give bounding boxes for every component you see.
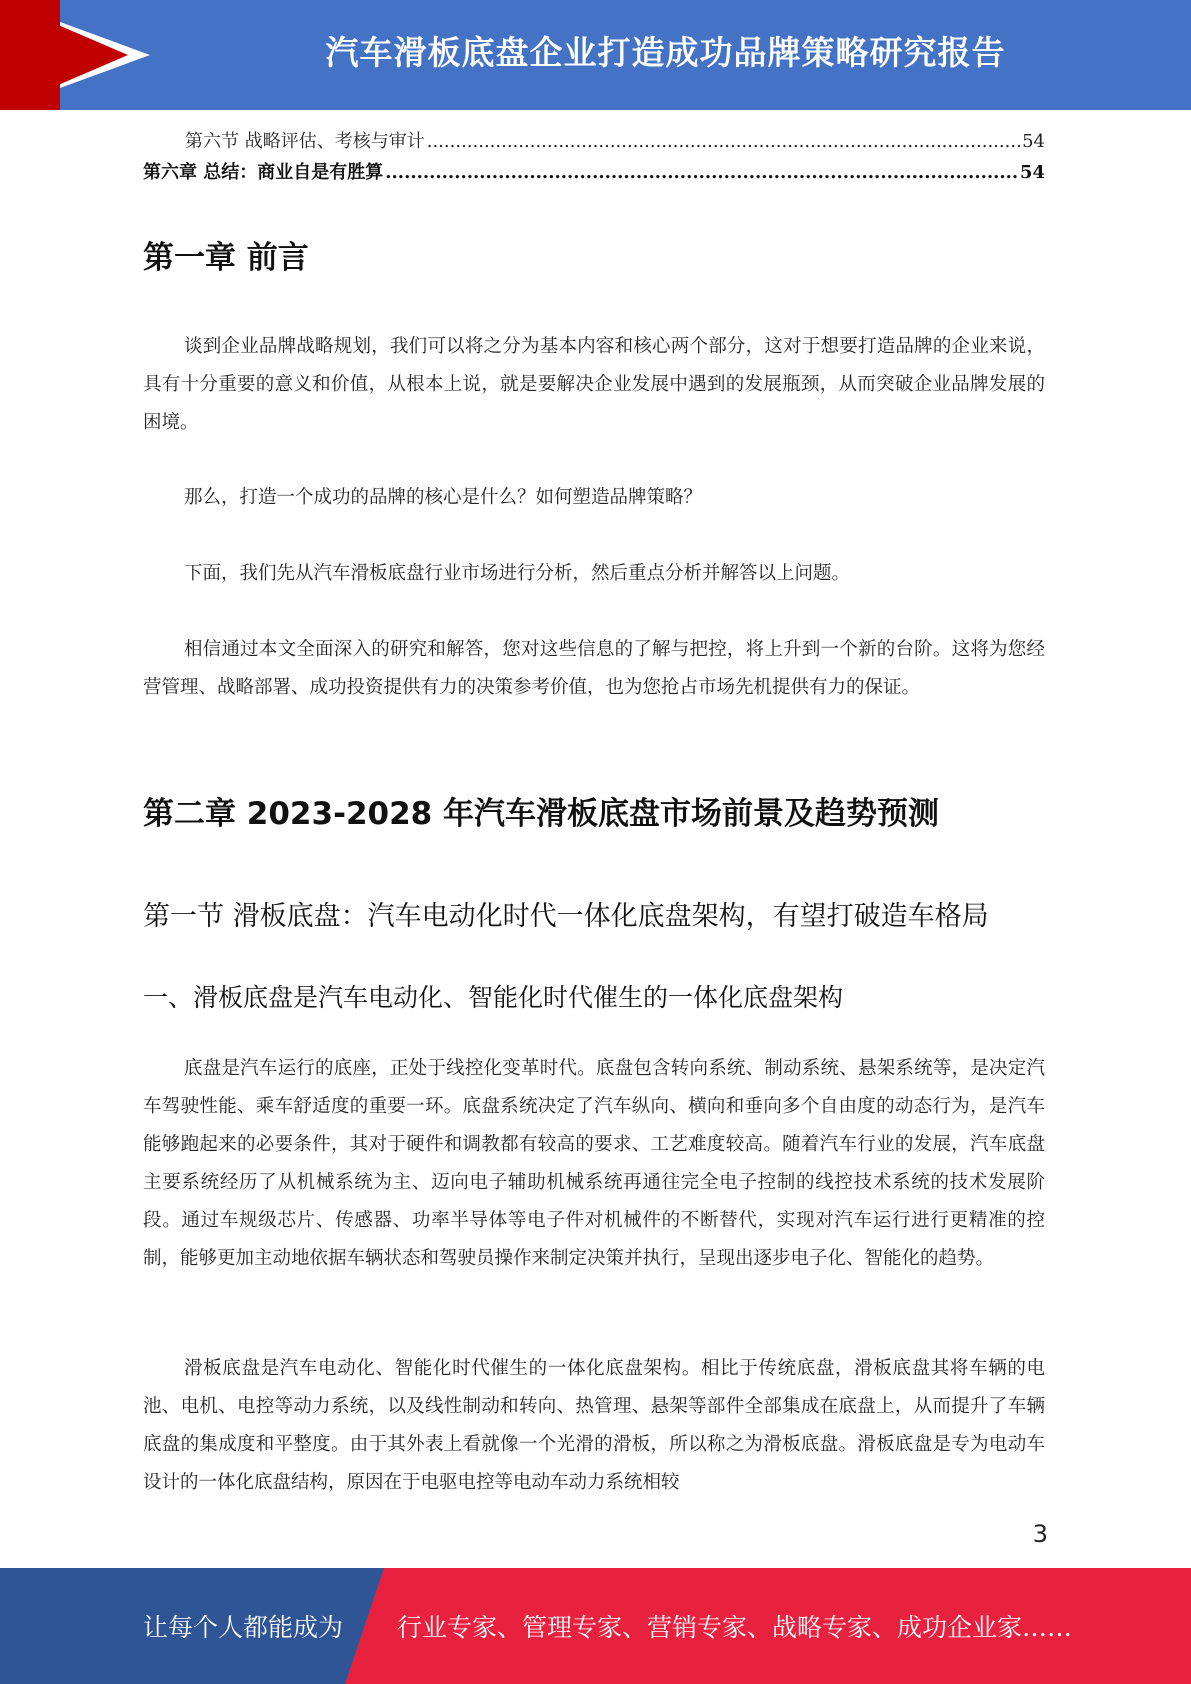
report-title: 汽车滑板底盘企业打造成功品牌策略研究报告 bbox=[325, 33, 1006, 72]
paragraph: 滑板底盘是汽车电动化、智能化时代催生的一体化底盘架构。相比于传统底盘，滑板底盘其将车辆的电池、电机、电控等动力系统，以及线性制动和转向、热管理、悬架等部件全部集成在底盘上，从而提升了车辆底盘的集成度和平整度。由于其外表上看就像一个光滑的滑板，所以称之为滑板底盘。滑板底盘是专为电动车设计的一体化底盘结构，原因在于电驱电控等电动车动力系统相较 bbox=[143, 1358, 1045, 1493]
toc-entry-label: 第六章 总结：商业自是有胜算 bbox=[143, 162, 384, 183]
paragraph: 底盘是汽车运行的底座，正处于线控化变革时代。底盘包含转向系统、制动系统、悬架系统等，是决定汽车驾驶性能、乘车舒适度的重要一环。底盘系统决定了汽车纵向、横向和垂向多个自由度的动态行为，是汽车能够跑起来的必要条件，其对于硬件和调教都有较高的要求、工艺难度较高。随着汽车行业的发展，汽车底盘主要系统经历了从机械系统为主、迈向电子辅助机械系统再通往完全电子控制的线控技术系统的技术发展阶段。通过车规级芯片、传感器、功率半导体等电子件对机械件的不断替代，实现对汽车运行进行更精准的控制，能够更加主动地依据车辆状态和驾驶员操作来制定决策并执行，呈现出逐步电子化、智能化的趋势。 bbox=[143, 1058, 1045, 1269]
paragraph: 谈到企业品牌战略规划，我们可以将之分为基本内容和核心两个部分，这对于想要打造品牌的企业来说，具有十分重要的意义和价值，从根本上说，就是要解决企业发展中遇到的发展瓶颈，从而突破企业品牌发展的困境。 bbox=[143, 336, 1045, 433]
page-content bbox=[143, 126, 1045, 188]
toc-entry[interactable] bbox=[143, 157, 1045, 188]
paragraph: 相信通过本文全面深入的研究和解答，您对这些信息的了解与把控，将上升到一个新的台阶。这将为您经营管理、战略部署、成功投资提供有力的决策参考价值，也为您抢占市场先机提供有力的保证。 bbox=[143, 639, 1045, 698]
chapter-1-heading: 第一章 前言 bbox=[143, 240, 309, 276]
footer-slogan-left: 让每个人都能成为 bbox=[143, 1613, 344, 1642]
toc-entry[interactable] bbox=[143, 126, 1045, 157]
toc-entry-label: 第六节 战略评估、考核与审计 bbox=[185, 131, 425, 152]
subsection-heading: 一、滑板底盘是汽车电动化、智能化时代催生的一体化底盘架构 bbox=[143, 983, 844, 1012]
table-of-contents bbox=[143, 126, 1045, 188]
toc-leader-dots bbox=[385, 157, 1018, 188]
header-banner bbox=[0, 0, 1191, 110]
paragraph: 下面，我们先从汽车滑板底盘行业市场进行分析，然后重点分析并解答以上问题。 bbox=[184, 563, 851, 584]
section-1-heading: 第一节 滑板底盘：汽车电动化时代一体化底盘架构，有望打破造车格局 bbox=[143, 901, 989, 932]
footer-banner bbox=[0, 1568, 1191, 1684]
page-number: 3 bbox=[1032, 1520, 1048, 1548]
paragraph: 那么，打造一个成功的品牌的核心是什么？如何塑造品牌策略？ bbox=[184, 487, 703, 508]
header-red-arrow bbox=[0, 0, 128, 110]
toc-entry-page: 54 bbox=[1019, 162, 1045, 183]
toc-entry-page: 54 bbox=[1022, 131, 1045, 152]
footer-slogan-right: 行业专家、管理专家、营销专家、战略专家、成功企业家…… bbox=[397, 1613, 1073, 1642]
toc-leader-dots bbox=[427, 126, 1020, 157]
chapter-2-heading: 第二章 2023-2028 年汽车滑板底盘市场前景及趋势预测 bbox=[143, 796, 940, 832]
